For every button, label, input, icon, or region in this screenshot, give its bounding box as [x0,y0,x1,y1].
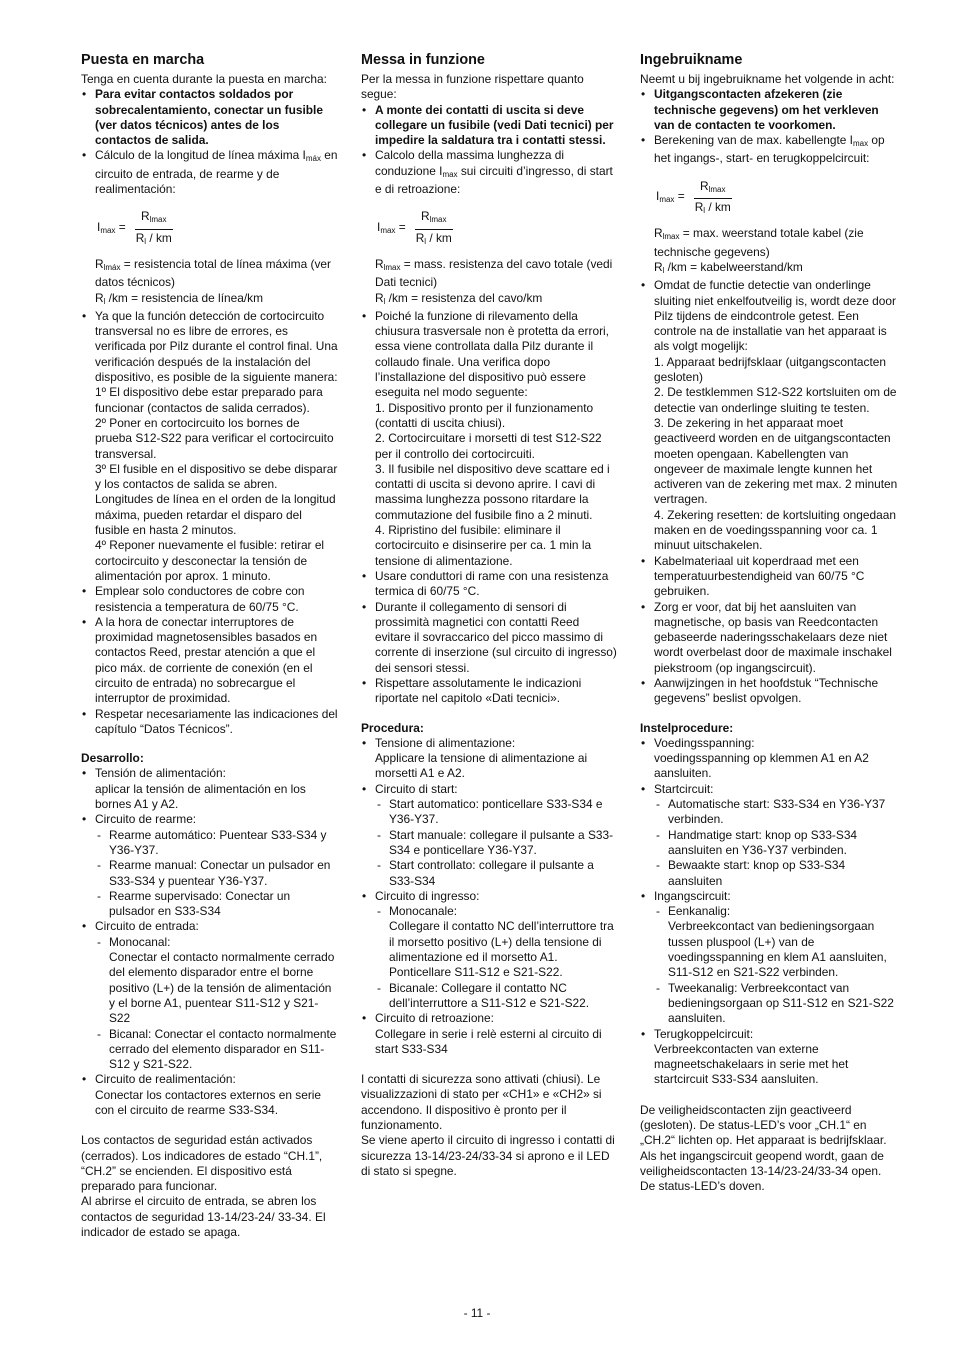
list-item: • Zorg er voor, dat bij het aansluiten van magnetische, op basis van Reedcontacten gebaseerde naderingsschakelaars deze niet wordt overbelast door de maximale inschakel piekstroom (op ingangscircuit). [640,600,898,676]
sub-item: - Rearme automático: Puentear S33-S34 y Y36-Y37. [95,828,338,859]
sub-item: - Eenkanalig: Verbreekcontact van bedieningsorgaan tussen pluspool (L+) van de voedingsspanning en klem A1 aansluiten, S11-S12 en S21-S22 verbinden. [654,904,898,980]
instructions-list [81,87,338,737]
sub-item: - Bicanal: Conectar el contacto normalmente cerrado del elemento disparador en S11-S12 y S21-S22. [95,1027,338,1073]
sub-item: - Rearme supervisado: Conectar un pulsador en S33-S34 [95,889,338,920]
instructions-list [361,103,618,707]
list-item: • Circuito di retroazione: Collegare in serie i relè esterni al circuito di start S33-S34 [361,1011,618,1057]
closing-text: I contatti di sicurezza sono attivati (chiusi). Le visualizzazioni di stato per «CH1» e «CH2» si accendono. Il dispositivo è pronto per il funzionamento. [361,1072,602,1132]
procedure-list [640,736,898,1088]
intro-text: Per la messa in funzione rispettare quanto segue: [361,72,584,102]
list-item: • Circuito de realimentación: Conectar los contactores externos en serie con el circuito de rearme S33-S34. [81,1072,338,1118]
list-item: • Ya que la función detección de cortocircuito transversal no es libre de errores, es verificada por Pilz durante el control final. Una verificación después de la instalación del dispositivo, es posible de la siguiente manera: 1º El dispositivo debe estar preparado para funcionar (contactos de salida cerrados). 2º Poner en cortocircuito los bornes de prueba S12-S22 para verificar el cortocircuito transversal. 3º El fusible en el dispositivo se debe disparar y los contactos de salida se abren. Longitudes de línea en el orden de la longitud máxima, pueden retardar el disparo del fusible en hasta 2 minutos. 4º Reponer nuevamente el fusible: retirar el cortocircuito y desconectar la tensión de alimentación por aprox. 1 minuto. [81,309,338,584]
intro-text: Neemt u bij ingebruikname het volgende in acht: [640,72,895,86]
section-title: Puesta en marcha [81,52,205,68]
closing-text: De veiligheidscontacten zijn geactiveerd (gesloten). De status-LED’s voor „CH.1“ en „CH.2“ lichten op. Het apparaat is bedrijfsklaar. [640,1102,887,1148]
closing-text: Als het ingangscircuit geopend wordt, gaan de veiligheidscontacten 13-14/23-24/33-34 open. De status-LED’s doven. [640,1148,884,1194]
column-spanish [81,52,338,1240]
procedure-title: Desarrollo: [81,751,144,766]
section-title: Messa in funzione [361,52,485,68]
sub-item: - Monocanale: Collegare il contatto NC dell’interruttore tra il morsetto positivo (L+) della tensione di alimentazione ed il morsetto A1. Ponticellare S11-S12 e S21-S22. [375,904,618,980]
list-item: • Circuito di start: - Start automatico: ponticellare S33-S34 e Y36-Y37. - Start manuale: collegare il pulsante a S33-S34 e ponticellare Y36-Y37. - Start controllato: collegare il pulsante a S33-S34 [361,782,618,889]
sub-item: - Monocanal: Conectar el contacto normalmente cerrado del elemento disparador entre el borne positivo (L+) de la tensión de alimentación y el borne A1, puentear S11-S12 y S21-S22 [95,935,338,1027]
formula-definition: $R_{lmax} = \max$. weerstand totale kabel (zie technische gegevens) [654,226,864,259]
intro-text: Tenga en cuenta durante la puesta en marcha: [81,72,327,86]
max-length-formula: $I_{max}$ = $\frac{R_{lmax}}{R_l / km}$ [97,209,172,246]
list-item: • A monte dei contatti di uscita si deve collegare un fusibile (vedi Dati tecnici) per impedire la saldatura tra i contatti stessi. [361,103,618,149]
list-item: • Circuito de entrada: - Monocanal: Conectar el contacto normalmente cerrado del elemento disparador entre el borne positivo (L+) de la tensión de alimentación y el borne A1, puentear S11-S12 y S21-S22 - Bicanal: Conectar el contacto normalmente cerrado del elemento disparador en S11-S12 y S21-S22. [81,919,338,1072]
section-title: Ingebruikname [640,52,743,68]
column-dutch [640,52,898,1194]
closing-text: Los contactos de seguridad están activados (cerrados). Los indicadores de estado “CH.1”, “CH.2” se encienden. El dispositivo está preparado para funcionar. [81,1133,323,1194]
list-item: • Berekening van de max. kabellengte $I_{max}$ op het ingangs-, start- en terugkoppelcircuit: $I_{max}$ = $\frac{R_{lmax}}{R_l / km}$ $R_{lmax} = \max$. weerstand totale kabel (zie technische gegevens) $R_l$ /km = kabelweerstand/km [640,133,898,278]
procedure-title: Procedura: [361,720,424,735]
list-item: • Voedingsspanning: voedingsspanning op klemmen A1 en A2 aansluiten. [640,736,898,782]
closing-text: Se viene aperto il circuito di ingresso i contatti di sicurezza 13-14/23-24/33-34 si aprono e il LED di stato si spegne. [361,1133,615,1178]
sub-item: - Start automatico: ponticellare S33-S34 e Y36-Y37. [375,797,618,828]
list-item: • Omdat de functie detectie van onderlinge sluiting niet enkelfoutveilig is, wordt deze door Pilz tijdens de eindcontrole getest. Een controle na de installatie van het apparaat is als volgt mogelijk: 1. Apparaat bedrijfsklaar (uitgangscontacten gesloten) 2. De testklemmen S12-S22 kortsluiten om de detectie van onderlinge sluiting te testen. 3. De zekering in het apparaat moet geactiveerd worden en de uitgangscontacten moeten opengaan. Kabellengten van ongeveer de maximale lengte kunnen het activeren van de zekering met max. 2 minuten vertragen. 4. Zekering resetten: de kortsluiting ongedaan maken en de voedingsspanning voor ca. 1 minuut uitschakelen. [640,278,898,553]
formula-definition: $R_l$ /km = kabelweerstand/km [654,259,803,275]
sub-item: - Tweekanalig: Verbreekcontact van bedieningsorgaan op S11-S12 en S21-S22 aansluiten. [654,981,898,1027]
list-item: • Tensione di alimentazione: Applicare la tensione di alimentazione ai morsetti A1 e A2. [361,736,618,782]
max-length-formula: $I_{max}$ = $\frac{R_{lmax}}{R_l / km}$ [377,209,452,246]
list-item: • Kabelmateriaal uit koperdraad met een temperatuurbestendigheid van 60/75 °C gebruiken. [640,554,898,600]
closing-text: Al abrirse el circuito de entrada, se abren los contactos de seguridad 13-14/23-24/ 33-34. El indicador de estado se apaga. [81,1194,326,1240]
list-item: • Emplear solo conductores de cobre con resistencia a temperatura de 60/75 °C. [81,584,338,615]
list-item: • Durante il collegamento di sensori di prossimità magnetici con contatti Reed evitare il sovraccarico del picco massimo di corrente di inserzione (sul circuito di ingresso) dei sensori stessi. [361,600,618,676]
list-item: • Calcolo della massima lunghezza di conduzione $I_{max}$ sui circuiti d’ingresso, di start e di retroazione: $I_{max}$ = $\frac{R_{lmax}}{R_l / km}$ $R_{lmax}$ = mass. resistenza del cavo totale (vedi Dati tecnici) $R_l$ /km = resistenza del cavo/km [361,148,618,308]
list-item: • Startcircuit: - Automatische start: S33-S34 en Y36-Y37 verbinden. - Handmatige start: knop op S33-S34 aansluiten en Y36-Y37 verbinden. - Bewaakte start: knop op S33-S34 aansluiten [640,782,898,889]
sub-item: - Automatische start: S33-S34 en Y36-Y37 verbinden. [654,797,898,828]
sub-item: - Start controllato: collegare il pulsante a S33-S34 [375,858,618,889]
sub-item: - Handmatige start: knop op S33-S34 aansluiten en Y36-Y37 verbinden. [654,828,898,859]
list-item: • Uitgangscontacten afzekeren (zie technische gegevens) om het verkleven van de contacten te voorkomen. [640,87,898,133]
procedure-list [81,766,338,1118]
list-item: • Aanwijzingen in het hoofdstuk “Technische gegevens” beslist opvolgen. [640,676,898,707]
sub-item: - Start manuale: collegare il pulsante a S33-S34 e ponticellare Y36-Y37. [375,828,618,859]
formula-definition: $R_{lmáx}$ = resistencia total de línea máxima (ver datos técnicos) [95,256,331,290]
max-length-formula: $I_{max}$ = $\frac{R_{lmax}}{R_l / km}$ [656,178,731,216]
list-item: • Terugkoppelcircuit: Verbreekcontacten van externe magneetschakelaars in serie met het startcircuit S33-S34 aansluiten. [640,1027,898,1088]
procedure-list [361,736,618,1057]
sub-item: - Rearme manual: Conectar un pulsador en S33-S34 y puentear Y36-Y37. [95,858,338,889]
page-number: - 11 - [463,1306,491,1320]
list-item: • Usare conduttori di rame con una resistenza termica di 60/75 °C. [361,569,618,600]
sub-item: - Bewaakte start: knop op S33-S34 aansluiten [654,858,898,889]
list-item: • Poiché la funzione di rilevamento della chiusura trasversale non è protetta da errori, essa viene controllata dalla Pilz durante il collaudo finale. Una verifica dopo l’installazione del dispositivo può essere eseguita nel modo seguente: 1. Dispositivo pronto per il funzionamento (contatti di uscita chiusi). 2. Cortocircuitare i morsetti di test S12-S22 per il controllo dei cortocircuiti. 3. Il fusibile nel dispositivo deve scattare ed i contatti di uscita si devono aprire. I cavi di massima lunghezza possono ritardare la commutazione del fusibile fino a 2 minuti. 4. Ripristino del fusibile: eliminare il cortocircuito e disinserire per ca. 1 min la tensione di alimentazione. [361,309,618,569]
instructions-list [640,87,898,706]
list-item: • Respetar necesariamente las indicaciones del capítulo “Datos Técnicos”. [81,707,338,738]
list-item: • Circuito di ingresso: - Monocanale: Collegare il contatto NC dell’interruttore tra il morsetto positivo (L+) della tensione di alimentazione ed il morsetto A1. Ponticellare S11-S12 e S21-S22. - Bicanale: Collegare il contatto NC dell’interruttore a S11-S12 e S21-S22. [361,889,618,1011]
list-item: • Ingangscircuit: - Eenkanalig: Verbreekcontact van bedieningsorgaan tussen pluspool (L+) van de voedingsspanning en klem A1 aansluiten, S11-S12 en S21-S22 verbinden. - Tweekanalig: Verbreekcontact van bedieningsorgaan op S11-S12 en S21-S22 aansluiten. [640,889,898,1027]
list-item: • Tensión de alimentación: aplicar la tensión de alimentación en los bornes A1 y A2. [81,766,338,812]
sub-item: - Bicanale: Collegare il contatto NC dell’interruttore a S11-S12 e S21-S22. [375,981,618,1012]
list-item: • A la hora de conectar interruptores de proximidad magnetosensibles basados en contactos Reed, prestar atención a que el pico máx. de corriente de conexión (en el circuito de entrada) no sobrecargue el interruptor de proximidad. [81,615,338,707]
list-item: • Cálculo de la longitud de línea máxima $I_{máx}$ en circuito de entrada, de rearme y de realimentación: $I_{max}$ = $\frac{R_{lmax}}{R_l / km}$ $R_{lmáx}$ = resistencia total de línea máxima (ver datos técnicos) $R_l$ /km = resistencia de línea/km [81,148,338,308]
formula-definition: $R_{lmax}$ = mass. resistenza del cavo totale (vedi Dati tecnici) [375,256,613,290]
formula-definition: $R_l$ /km = resistencia de línea/km [95,290,263,306]
list-item: • Para evitar contactos soldados por sobrecalentamiento, conectar un fusible (ver datos técnicos) antes de los contactos de salida. [81,87,338,148]
list-item: • Circuito de rearme: - Rearme automático: Puentear S33-S34 y Y36-Y37. - Rearme manual: Conectar un pulsador en S33-S34 y puentear Y36-Y37. - Rearme supervisado: Conectar un pulsador en S33-S34 [81,812,338,919]
procedure-title: Instelprocedure: [640,720,734,735]
formula-definition: $R_l$ /km = resistenza del cavo/km [375,290,543,306]
column-italian [361,52,618,1179]
list-item: • Rispettare assolutamente le indicazioni riportate nel capitolo «Dati tecnici». [361,676,618,707]
